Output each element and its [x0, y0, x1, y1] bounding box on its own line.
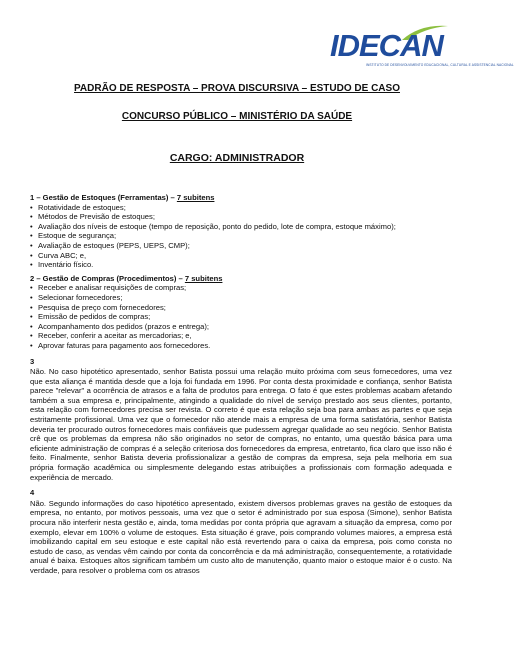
list-item: • Acompanhamento dos pedidos (prazos e entrega); — [30, 322, 452, 332]
section-2-list — [30, 283, 452, 350]
section-2-title — [30, 274, 452, 284]
section-3-number: 3 — [30, 356, 35, 366]
document-heading: PADRÃO DE RESPOSTA – PROVA DISCURSIVA – ESTUDO DE CASO — [74, 83, 400, 94]
logo-text: IDECAN — [330, 28, 443, 63]
logo-tagline: INSTITUTO DE DESENVOLVIMENTO EDUCACIONAL, CULTURAL E ASSISTENCIAL NACIONAL — [366, 63, 514, 67]
idecan-logo — [330, 22, 514, 70]
list-item: • Emissão de pedidos de compras; — [30, 312, 452, 322]
list-item: • Receber e analisar requisições de compras; — [30, 283, 452, 293]
list-item: • Estoque de segurança; — [30, 231, 452, 241]
list-item: • Inventário físico. — [30, 260, 452, 270]
list-item: • Selecionar fornecedores; — [30, 293, 452, 303]
section-2-count: 7 subitens — [184, 273, 223, 283]
section-4-number: 4 — [30, 488, 35, 498]
list-item: • Pesquisa de preço com fornecedores; — [30, 303, 452, 313]
section-1-count: 7 subitens — [176, 193, 215, 202]
list-item: • Rotatividade de estoques; — [30, 203, 452, 213]
list-item: • Aprovar faturas para pagamento aos fornecedores. — [30, 341, 452, 351]
list-item: • Avaliação de estoques (PEPS, UEPS, CMP); — [30, 241, 452, 251]
list-item: • Métodos de Previsão de estoques; — [30, 212, 452, 222]
section-4-answer: Não. Segundo informações do caso hipotético apresentado, existem diversos problemas graves na gestão de estoques da empresa, no entanto, por motivos pessoais, uma vez que o setor é administrado por sua esposa (Simone), senhor Batista procura não interferir nesta gestão e, ainda, toma medidas por conta própria que agravam a situação da empresa, como por exemplo, elevar em 100% o volume de estoques. Esta situação é grave, pois comprando volumes maiores, a empresa está imobilizando capital em seu estoque e este capital não está revertendo para o caixa da empresa, pois como consta no estudo de caso, as vendas vêm caindo por conta da concorrência e da má administração, consequentemente, a rotatividade anual é baixa. Estoques altos significam também um custo alto de manutenção, quanto maior o estoque maior é o custo. Na verdade, para resolver o problema com os atrasos — [30, 498, 452, 575]
position-heading: CARGO: ADMINISTRADOR — [169, 152, 305, 164]
list-item: • Curva ABC; e, — [30, 251, 452, 261]
section-1-title — [30, 193, 452, 203]
list-item: • Avaliação dos níveis de estoque (tempo de reposição, ponto do pedido, lote de compra, estoque máximo); — [30, 222, 452, 232]
exam-heading: CONCURSO PÚBLICO – MINISTÉRIO DA SAÚDE — [121, 111, 353, 122]
section-1-title-text: 1 – Gestão de Estoques (Ferramentas) – — [30, 193, 177, 202]
answer-content — [30, 193, 452, 576]
section-3-answer: Não. No caso hipotético apresentado, senhor Batista possui uma relação muito próxima com seus fornecedores, uma vez que esta aliança é mantida desde que a loja foi fundada em 1996. Por conta desta proximidade e confiança, senhor Batista parece "relevar" a ocorrência de atrasos e a falta de produtos para entrega. O fato é que estes problemas acabam afetando também a sua empresa e, principalmente, atingindo a qualidade do nível de serviço prestado aos seus clientes, portanto, esta relação com fornecedores precisa ser revista. O correto é que esta relação seja boa para ambas as partes e que seja estritamente profissional. Uma vez que o fornecedor não atende mais a empresa de uma forma satisfatória, senhor Batista deveria ter procurado outros fornecedores mais confiáveis que pudessem agregar qualidade ao seu negócio. Senhor Batista crê que os problemas da empresa não são originados no setor de compras, no entanto, uma questão básica para uma eficiente administração de compras é a seleção criteriosa dos fornecedores da empresa, entretanto, fica claro que isso não é feito. Finalmente, senhor Batista deveria profissionalizar a gestão de compras da empresa, seja pela melhoria em sua própria formação acadêmica ou simplesmente delegando estas atribuições a profissionais com formação adequada e experiência de mercado. — [30, 367, 452, 482]
section-1-list — [30, 203, 452, 270]
list-item: • Receber, conferir a aceitar as mercadorias; e, — [30, 331, 452, 341]
section-2-title-text: 2 – Gestão de Compras (Procedimentos) – — [30, 273, 185, 283]
